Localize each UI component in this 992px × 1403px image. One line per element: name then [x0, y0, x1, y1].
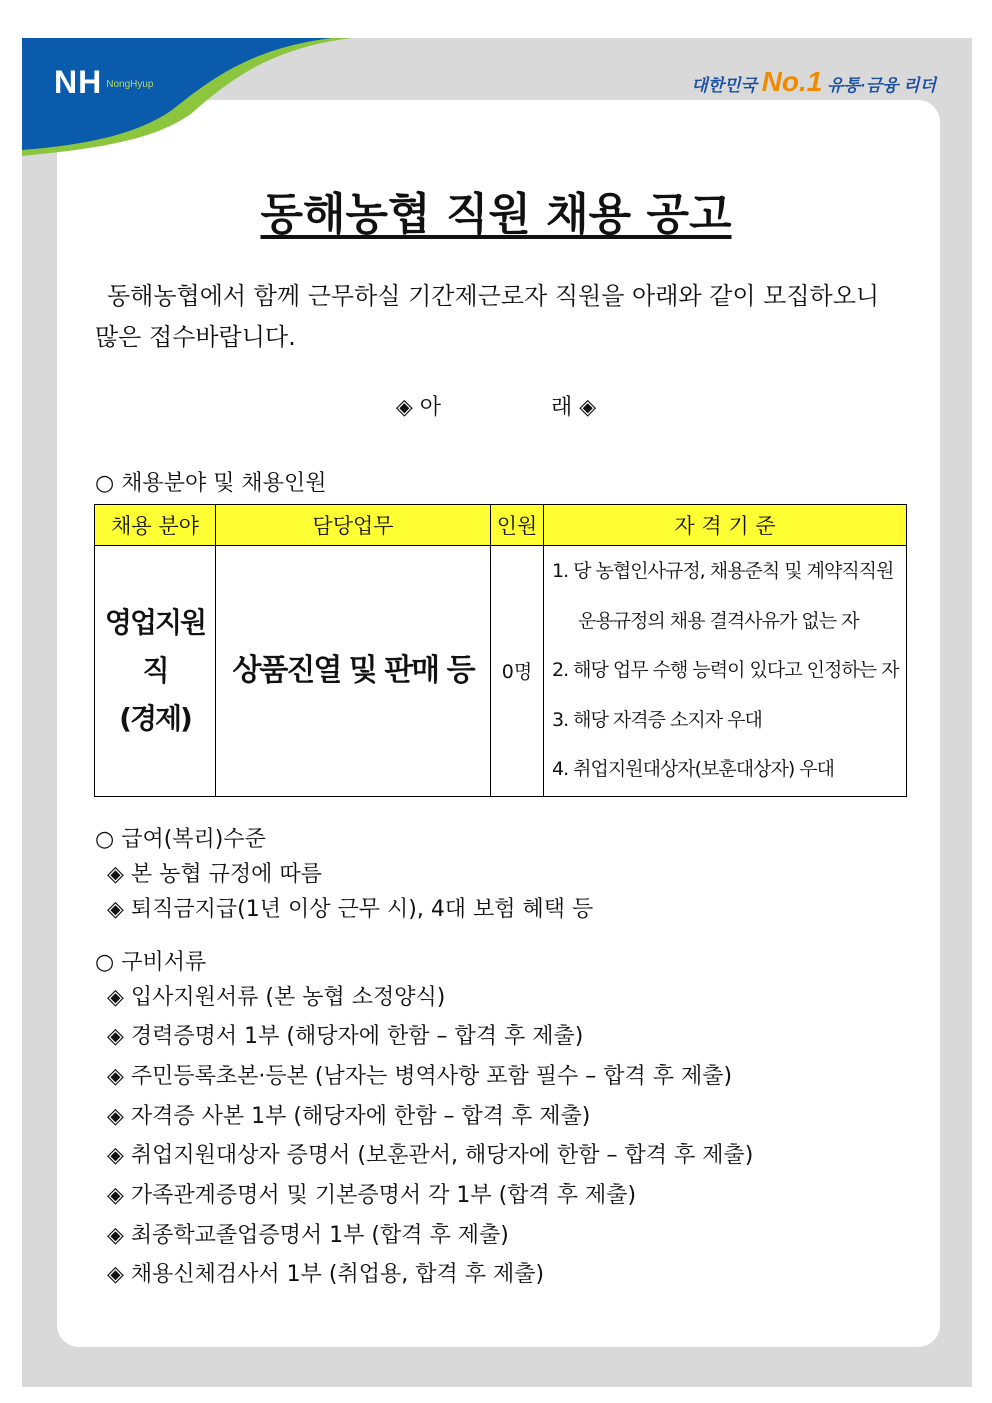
field-name: 영업지원직: [104, 605, 206, 687]
logo-sub: NongHyup: [106, 79, 154, 91]
criterion: 1. 당 농협인사규정, 채용준칙 및 계약직직원: [552, 560, 894, 582]
table-header-row: [95, 505, 907, 546]
intro-text: 동해농협에서 함께 근무하실 기간제근로자 직원을 아래와 같이 모집하오니 많은 접수바랍니다.: [95, 282, 880, 351]
slogan: [691, 66, 936, 98]
cell-duty: 상품진열 및 판매 등: [216, 546, 491, 797]
document-item: ◈ 채용신체검사서 1부 (취업용, 합격 후 제출): [107, 1262, 545, 1287]
page-title-wrap: [0, 178, 992, 242]
document-item: ◈ 자격증 사본 1부 (해당자에 한함 – 합격 후 제출): [107, 1104, 591, 1129]
document-item: ◈ 주민등록초본·등본 (남자는 병역사항 포함 필수 – 합격 후 제출): [107, 1064, 733, 1089]
slogan-post: 유통·금융 리더: [827, 76, 936, 95]
arae-right: 래 ◈: [551, 395, 597, 420]
criterion: 3. 해당 자격증 소지자 우대: [552, 708, 762, 731]
document-item: ◈ 경력증명서 1부 (해당자에 한함 – 합격 후 제출): [107, 1024, 584, 1049]
criterion: 4. 취업지원대상자(보훈대상자) 우대: [552, 758, 834, 780]
slogan-pre: 대한민국: [691, 76, 757, 95]
th-count: 인원: [491, 505, 544, 546]
criterion: 2. 해당 업무 수행 능력이 있다고 인정하는 자: [552, 659, 899, 681]
document-item: ◈ 최종학교졸업증명서 1부 (합격 후 제출): [107, 1223, 509, 1248]
field-sub: (경제): [119, 701, 191, 735]
cell-count: 0명: [491, 546, 544, 797]
salary-item: ◈ 퇴직금지급(1년 이상 근무 시), 4대 보험 혜택 등: [107, 897, 594, 922]
nh-logo: [54, 64, 153, 101]
section-heading-positions: ○ 채용분야 및 채용인원: [95, 471, 327, 496]
arae-heading: [0, 390, 992, 421]
section-heading-documents: ○ 구비서류: [95, 950, 207, 975]
criterion: 운용규정의 채용 결격사유가 없는 자: [578, 609, 859, 632]
th-duty: 담당업무: [216, 505, 491, 546]
section-heading-salary: ○ 급여(복리)수준: [95, 827, 266, 852]
positions-table: [94, 504, 907, 797]
document-item: ◈ 입사지원서류 (본 농협 소정양식): [107, 985, 446, 1010]
document-item: ◈ 취업지원대상자 증명서 (보훈관서, 해당자에 한함 – 합격 후 제출): [107, 1143, 754, 1168]
table-row: [95, 546, 907, 797]
page-title: 동해농협 직원 채용 공고: [260, 189, 732, 240]
cell-criteria: [544, 546, 907, 797]
logo-text: NH: [54, 64, 103, 100]
slogan-no1: No.1: [761, 66, 823, 97]
arae-left: ◈ 아: [395, 395, 441, 420]
cell-field: [95, 546, 216, 797]
th-criteria: 자 격 기 준: [544, 505, 907, 546]
document-item: ◈ 가족관계증명서 및 기본증명서 각 1부 (합격 후 제출): [107, 1183, 637, 1208]
th-field: 채용 분야: [95, 505, 216, 546]
salary-item: ◈ 본 농협 규정에 따름: [107, 862, 322, 887]
